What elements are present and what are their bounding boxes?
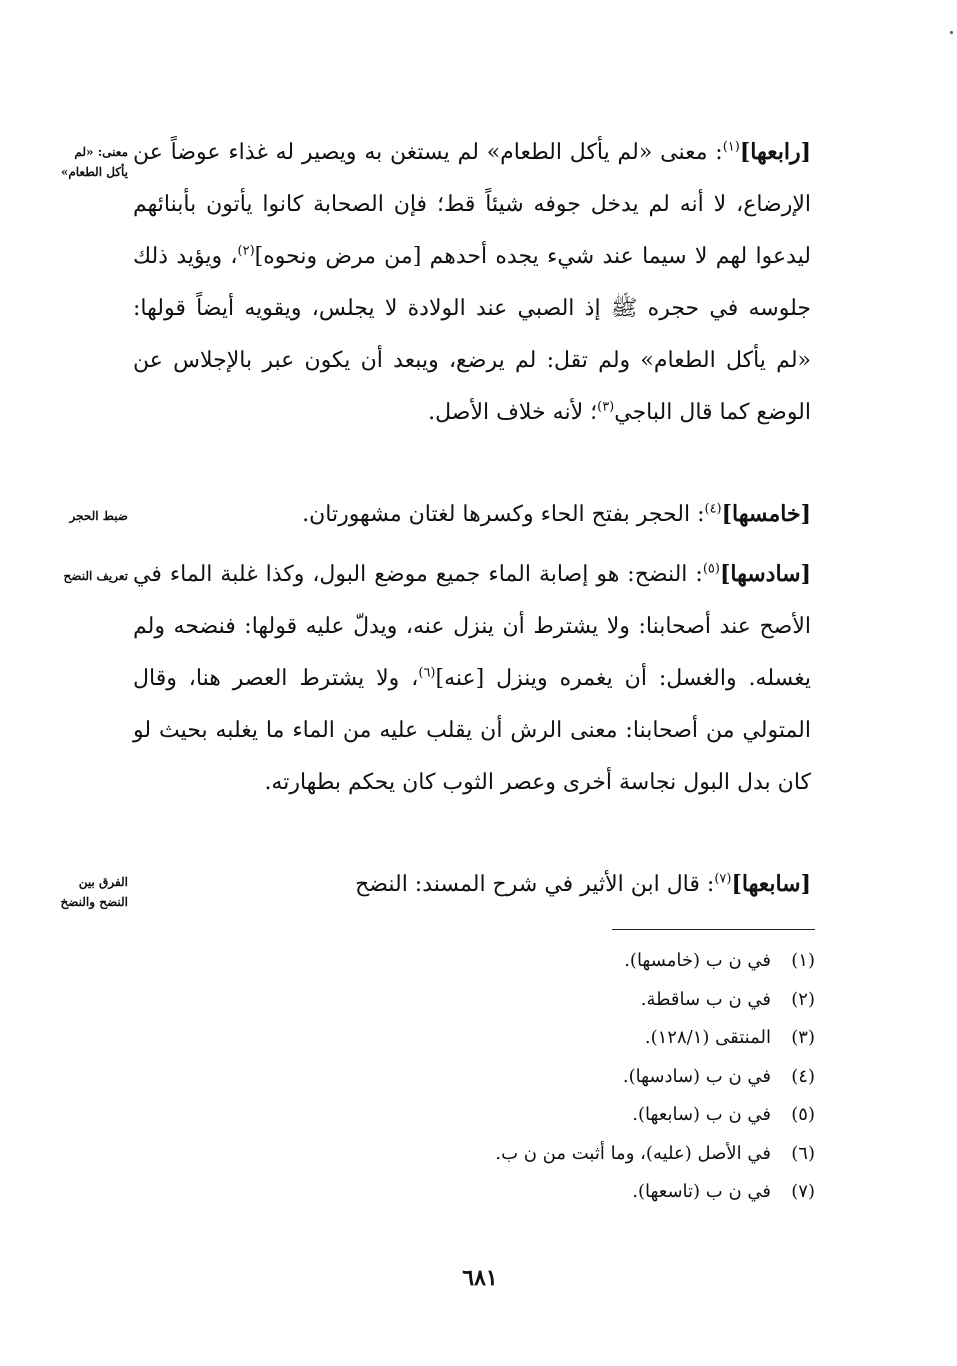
paragraph-fifth	[133, 488, 811, 541]
footnote-ref[interactable]: (٦)	[418, 665, 436, 681]
footnote-ref[interactable]: (١)	[722, 139, 740, 155]
footnote-number: (٥)	[791, 1104, 815, 1125]
footnote-text: في الأصل (عليه)، وما أثبت من ن ب.	[495, 1142, 771, 1164]
footnote-text: في ن ب (تاسعها).	[632, 1181, 771, 1202]
footnotes-list	[300, 942, 815, 1212]
footnote	[300, 1173, 815, 1212]
footnote-ref[interactable]: (٢)	[237, 243, 255, 259]
footnote	[300, 1058, 815, 1097]
footnote-number: (٤)	[791, 1065, 815, 1087]
footnote-ref[interactable]: (٣)	[597, 399, 615, 415]
paragraph-marker: [خامسها]	[721, 501, 811, 527]
page-number: ٦٨١	[462, 1265, 498, 1291]
footnote	[300, 1096, 815, 1135]
paragraph-text: ، ولا يشترط العصر هنا، وقال المتولي من أصحابنا: معنى الرش أن يقلب عليه من الماء ما يغلبه بحيث لو كان بدل البول نجاسة أخرى وعصر الثوب كان يحكم بطهارته.	[133, 666, 811, 795]
footnote-separator	[612, 929, 815, 930]
footnote-text: في ن ب ساقطة.	[640, 988, 771, 1010]
paragraph-text: ؛ لأنه خلاف الأصل.	[428, 400, 598, 425]
paragraph-marker: [سابعها]	[731, 871, 811, 897]
scan-speck	[950, 31, 953, 34]
paragraph-marker: [سادسها]	[719, 561, 811, 587]
footnote-number: (٧)	[791, 1181, 815, 1202]
paragraph-marker: [رابعها]	[739, 139, 811, 165]
paragraph-seventh	[133, 858, 811, 911]
margin-gloss: الفرق بين النضح والنضخ	[60, 875, 128, 909]
paragraph-text: : النضح: هو إصابة الماء جميع موضع البول، وكذا غلبة الماء في الأصح عند أصحابنا: ولا يشترط أن ينزل عنه، ويدلّ عليه قولها: فنضحه ولم يغسله. والغسل: أن يغمره وينزل [عنه]	[133, 562, 811, 691]
footnote-number: (٦)	[791, 1142, 815, 1164]
paragraph-text: : الحجر بفتح الحاء وكسرها لغتان مشهورتان.	[302, 502, 705, 527]
footnote-text: في ن ب (سابعها).	[632, 1104, 771, 1125]
footnote	[300, 942, 815, 981]
margin-gloss: معنى: «لم يأكل الطعام»	[60, 145, 128, 179]
paragraph-text: ، ويؤيد ذلك جلوسه في حجره ﷺ إذ الصبي عند الولادة لا يجلس، ويقويه أيضاً قولها: «لم يأكل الطعام» ولم تقل: لم يرضع، ويبعد أن يكون عبر بالإجلاس عن الوضع كما قال الباجي	[133, 244, 811, 425]
footnote	[300, 981, 815, 1020]
footnote-text: في ن ب (سادسها).	[622, 1065, 771, 1087]
paragraph-fourth	[133, 126, 811, 439]
footnote-text: المنتقى (١٢٨/١).	[644, 1027, 771, 1048]
footnote-ref[interactable]: (٥)	[702, 561, 720, 577]
footnote-number: (١)	[791, 950, 815, 971]
footnote	[300, 1019, 815, 1058]
margin-gloss: تعريف النضح	[63, 569, 128, 583]
footnote-number: (٣)	[791, 1027, 815, 1048]
footnote-ref[interactable]: (٧)	[714, 871, 732, 887]
margin-gloss: ضبط الحجر	[69, 509, 128, 523]
footnote-text: في ن ب (خامسها).	[624, 950, 771, 971]
paragraph-sixth	[133, 548, 811, 809]
paragraph-text: : قال ابن الأثير في شرح المسند: النضح	[355, 872, 715, 897]
paragraph-text: : معنى «لم يأكل الطعام» لم يستغن به ويصير له غذاء عوضاً عن الإرضاع، لا أنه لم يدخل جوفه شيئاً قط؛ فإن الصحابة كانوا يأتون بأبنائهم ليدعوا لهم لا سيما عند شيء يجده أحدهم [من مرض ونحوه]	[133, 140, 811, 269]
footnote	[300, 1135, 815, 1174]
footnote-number: (٢)	[791, 988, 815, 1010]
footnote-ref[interactable]: (٤)	[704, 501, 722, 517]
